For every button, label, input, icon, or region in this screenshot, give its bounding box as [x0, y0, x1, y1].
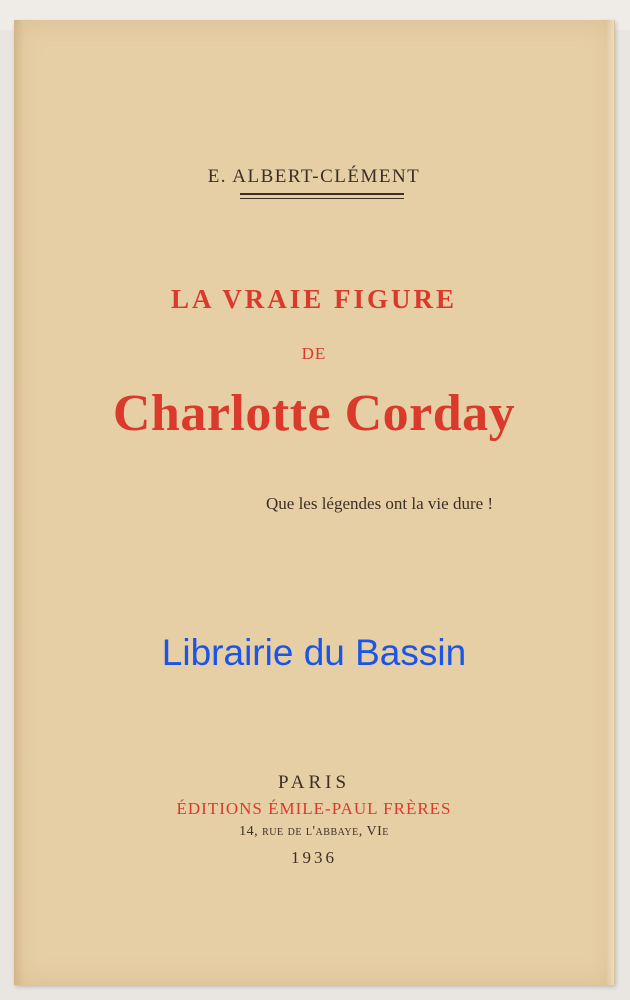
- publisher-address: 14, rue de l'abbaye, VIe: [239, 824, 389, 839]
- author-underline-thin: [240, 198, 404, 199]
- watermark-text: Librairie du Bassin: [161, 632, 467, 673]
- main-title: Charlotte Corday: [112, 385, 516, 442]
- publisher-name: ÉDITIONS ÉMILE-PAUL FRÈRES: [176, 799, 452, 818]
- book-cover: [14, 20, 615, 985]
- publication-year: 1936: [291, 848, 337, 867]
- publisher-city: PARIS: [277, 772, 351, 793]
- author-name: E. ALBERT-CLÉMENT: [207, 166, 421, 187]
- cover-edge: [606, 20, 614, 985]
- cover-spine-shadow: [14, 20, 24, 985]
- title-line-2: DE: [301, 344, 327, 363]
- author-underline: [240, 193, 404, 195]
- epigraph: Que les légendes ont la vie dure !: [266, 494, 494, 513]
- title-line-1: LA VRAIE FIGURE: [170, 284, 458, 314]
